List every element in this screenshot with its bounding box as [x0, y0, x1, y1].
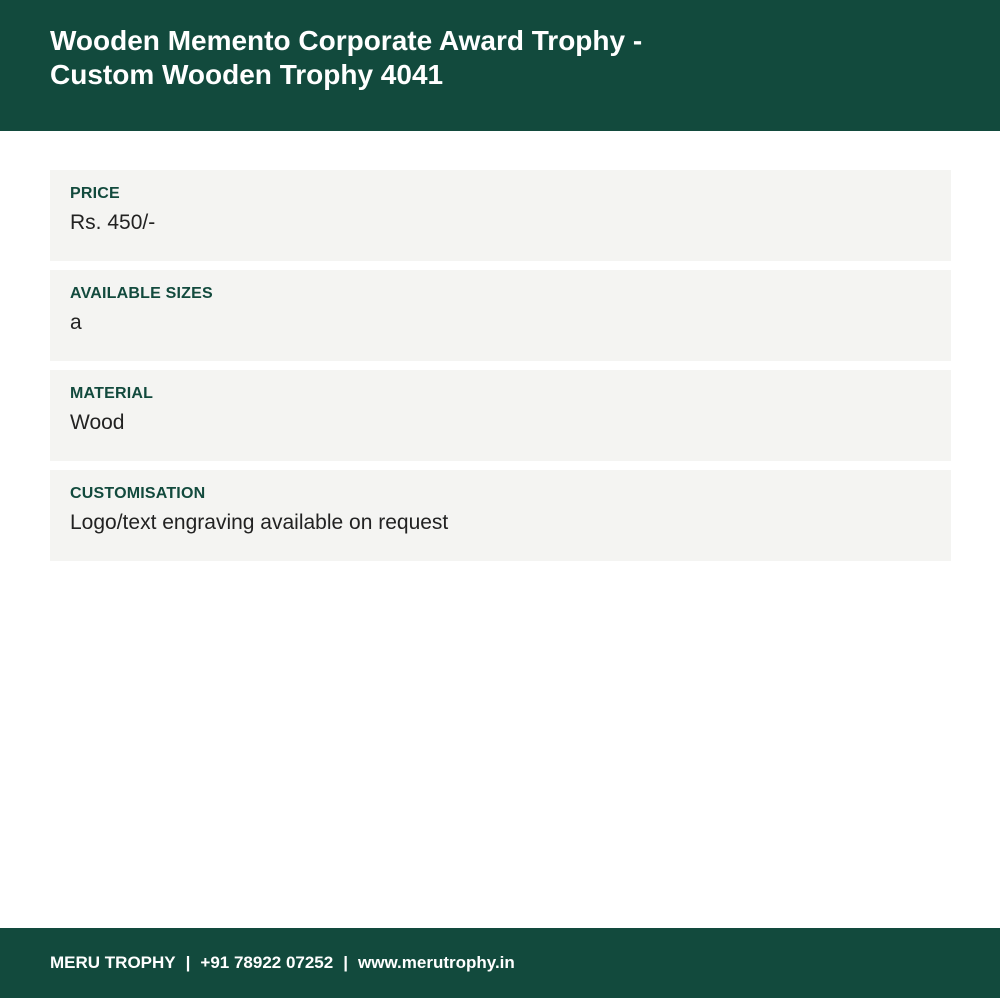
- page-title-line-1: Wooden Memento Corporate Award Trophy -: [50, 25, 643, 56]
- sizes-label: AVAILABLE SIZES: [70, 285, 213, 302]
- footer-phone-link[interactable]: +91 78922 07252: [200, 953, 334, 972]
- customisation-card: [50, 470, 951, 561]
- page-title: [50, 24, 690, 92]
- footer-website-link[interactable]: www.merutrophy.in: [358, 953, 515, 972]
- price-value: Rs. 450/-: [70, 211, 156, 234]
- footer-separator: |: [343, 953, 348, 972]
- footer-separator: |: [185, 953, 191, 972]
- page-header: [0, 0, 1000, 131]
- material-label: MATERIAL: [70, 385, 154, 402]
- page-title-line-2: Custom Wooden Trophy 4041: [50, 59, 444, 90]
- material-value: Wood: [70, 411, 125, 434]
- page-footer: [0, 928, 1000, 998]
- sizes-value: a: [70, 311, 82, 334]
- product-details: [50, 170, 951, 570]
- material-card: [50, 370, 951, 461]
- price-label: PRICE: [70, 185, 120, 202]
- customisation-value: Logo/text engraving available on request: [70, 511, 449, 534]
- sizes-card: [50, 270, 951, 361]
- footer-brand: MERU TROPHY: [50, 953, 176, 972]
- customisation-label: CUSTOMISATION: [70, 485, 206, 502]
- price-card: [50, 170, 951, 261]
